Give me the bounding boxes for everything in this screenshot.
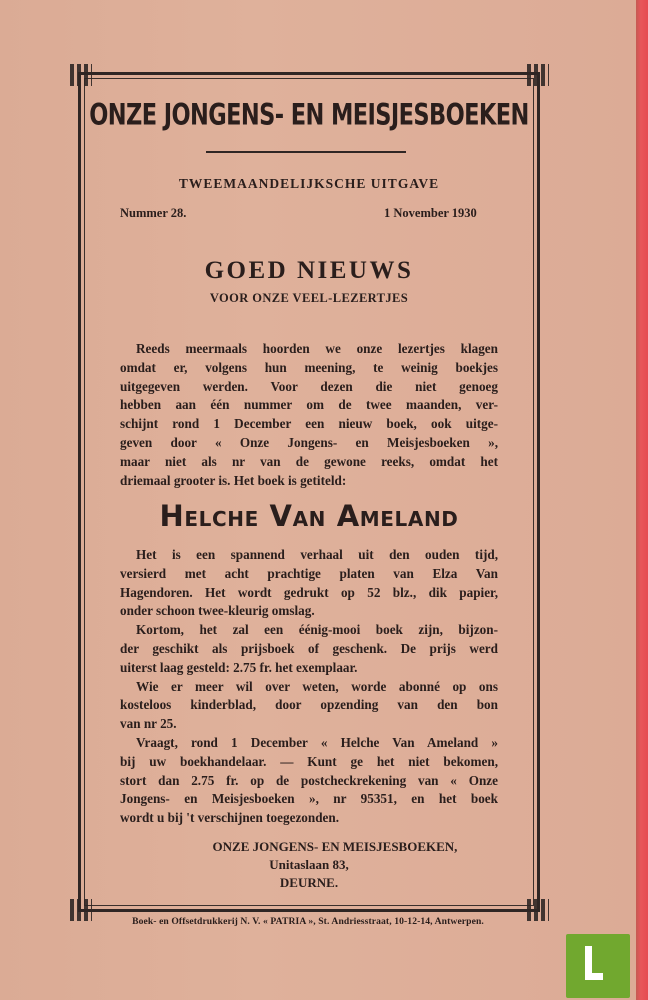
text-line: uiterst laag gesteld: 2.75 fr. het exemplaar.	[120, 659, 358, 675]
signature-street: Unitaslaan 83,	[269, 857, 349, 872]
issue-number: Nummer 28.	[120, 206, 187, 220]
signature-city: DEURNE.	[279, 875, 339, 890]
text-line: versierd met acht prachtige platen van Elza Van	[120, 565, 498, 581]
text-line: Hagendoren. Het wordt gedrukt op 52 blz., dik papier,	[120, 584, 498, 600]
text-line: Wie er meer wil over weten, worde abonné op ons	[136, 678, 498, 694]
publication-frequency: TWEEMAANDELIJKSCHE UITGAVE	[178, 176, 440, 191]
text-line: maar niet als nr van de gewone reeks, omdat het	[120, 453, 498, 469]
text-line: der geschikt als prijsboek of geschenk. De prijs werd	[120, 640, 498, 656]
masthead-title: ONZE JONGENS- EN MEISJESBOEKEN	[89, 98, 529, 133]
description-paragraphs	[120, 546, 498, 828]
text-line: geven door « Onze Jongens- en Meisjesboeken »,	[120, 434, 498, 450]
text-line: Jongens- en Meisjesboeken », nr 95351, en het boek	[120, 791, 498, 807]
masthead-rule	[206, 151, 406, 153]
corner-ornament-top-left	[70, 64, 92, 86]
headline: GOED NIEUWS	[204, 257, 414, 284]
text-line: hebben aan één nummer om de twee maanden, ver-	[120, 397, 498, 413]
text-line: omdat er, volgens hun meening, te weinig boekjes	[120, 359, 498, 375]
text-line: Vraagt, rond 1 December « Helche Van Ameland »	[136, 734, 498, 750]
printer-imprint: Boek- en Offsetdrukkerij N. V. « PATRIA », St. Andriesstraat, 10-12-14, Antwerpen.	[132, 916, 484, 927]
text-line: Het is een spannend verhaal uit den ouden tijd,	[136, 547, 498, 562]
text-line: uitgegeven werden. Voor dezen die niet genoeg	[120, 378, 498, 394]
intro-paragraph	[120, 340, 498, 490]
text-line: wordt u bij 't verschijnen toegezonden.	[120, 810, 340, 826]
signature-name: ONZE JONGENS- EN MEISJESBOEKEN,	[212, 839, 458, 854]
site-badge[interactable]	[566, 934, 630, 998]
text-line: driemaal grooter is. Het boek is getiteld:	[120, 472, 347, 488]
book-title: Helche Van Ameland	[159, 499, 459, 533]
subheadline: VOOR ONZE VEEL-LEZERTJES	[209, 291, 409, 305]
text-line: Reeds meermaals hoorden we onze lezertjes klagen	[136, 341, 498, 356]
issue-date: 1 November 1930	[384, 206, 477, 220]
lastdodo-l-logo-icon	[585, 946, 603, 980]
text-line: onder schoon twee-kleurig omslag.	[120, 603, 315, 619]
corner-ornament-top-right	[527, 64, 549, 86]
text-line: Kortom, het zal een éénig-mooi boek zijn, bijzon-	[136, 622, 498, 638]
text-line: stort dan 2.75 fr. op de postcheckrekening van « Onze	[120, 772, 498, 788]
text-line: kosteloos kinderblad, door opzending van den bon	[120, 697, 498, 713]
text-line: van nr 25.	[120, 716, 177, 732]
text-line: schijnt rond 1 December een nieuw boek, ook uitge-	[120, 416, 498, 432]
text-line: bij uw boekhandelaar. — Kunt ge het niet bekomen,	[120, 753, 498, 769]
corner-ornament-bottom-right	[527, 899, 549, 921]
red-spine-edge	[636, 0, 648, 1000]
